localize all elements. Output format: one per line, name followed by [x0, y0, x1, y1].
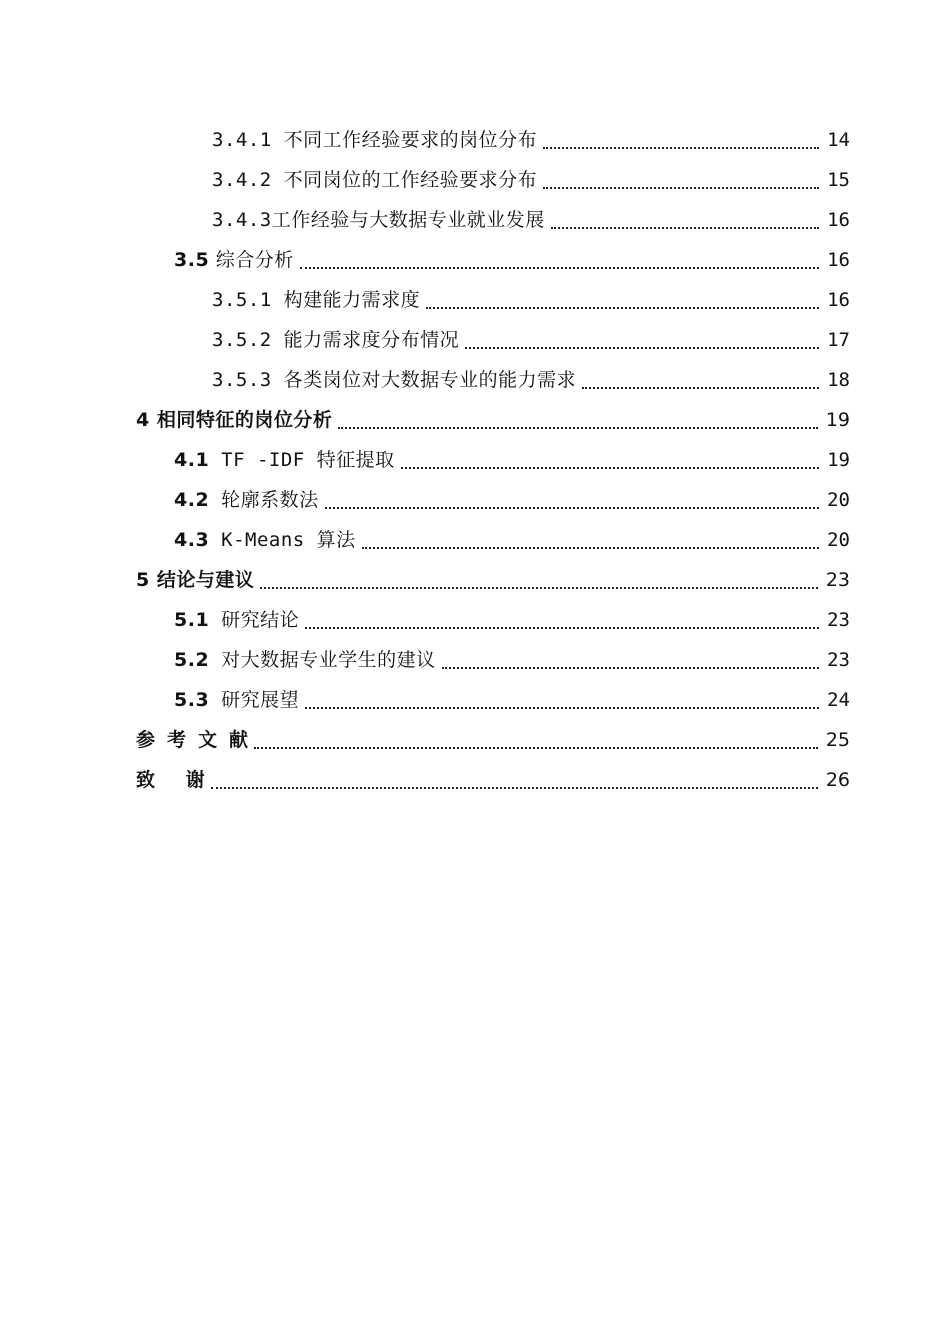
toc-entry[interactable] — [174, 240, 850, 280]
toc-entry-label: 对大数据专业学生的建议 — [221, 649, 436, 671]
toc-entry-number: 3.4.1 — [212, 129, 272, 151]
toc-entry-number: 5.3 — [174, 689, 210, 711]
toc-entry-label: 能力需求度分布情况 — [283, 329, 460, 351]
toc-entry-label: 不同岗位的工作经验要求分布 — [283, 169, 538, 191]
toc-entry-label: 轮廓系数法 — [221, 489, 319, 511]
toc-entry-number: 3.4.2 — [212, 169, 272, 191]
toc-entry-label: 不同工作经验要求的岗位分布 — [283, 129, 538, 151]
toc-entry[interactable] — [212, 200, 850, 240]
toc-entry[interactable] — [174, 480, 850, 520]
toc-entry[interactable] — [212, 160, 850, 200]
toc-entry-page: 25 — [825, 729, 850, 751]
toc-entry[interactable] — [212, 280, 850, 320]
toc-entry-label: 各类岗位对大数据专业的能力需求 — [283, 369, 577, 391]
toc-entry-label: 参考文献 — [136, 729, 261, 751]
dot-leader — [211, 760, 818, 800]
toc-entry-label: 研究展望 — [221, 689, 300, 711]
toc-entry-number: 4.1 — [174, 449, 210, 471]
toc-entry[interactable] — [212, 120, 850, 160]
toc-entry[interactable] — [174, 600, 850, 640]
toc-entry-acknowledgements[interactable] — [136, 760, 850, 800]
dot-leader — [325, 480, 819, 520]
toc-entry[interactable] — [174, 440, 850, 480]
toc-entry-page: 20 — [827, 489, 850, 511]
toc-entry-page: 14 — [827, 129, 850, 151]
toc-entry-page: 23 — [827, 649, 850, 671]
toc-entry[interactable] — [174, 520, 850, 560]
toc-entry-label: TF -IDF 特征提取 — [221, 449, 395, 471]
toc-entry[interactable] — [174, 640, 850, 680]
dot-leader — [305, 600, 819, 640]
toc-entry-label: 构建能力需求度 — [283, 289, 421, 311]
dot-leader — [305, 680, 819, 720]
toc-entry-page: 19 — [827, 449, 850, 471]
toc-entry-number: 3.5.1 — [212, 289, 272, 311]
dot-leader — [551, 200, 819, 240]
toc-entry-label: K-Means 算法 — [221, 529, 356, 551]
toc-entry-number: 5.1 — [174, 609, 210, 631]
dot-leader — [543, 160, 819, 200]
toc-entry-references[interactable] — [136, 720, 850, 760]
toc-entry-label: 综合分析 — [215, 249, 294, 271]
toc-entry-page: 16 — [827, 209, 850, 231]
dot-leader — [582, 360, 819, 400]
toc-entry-page: 24 — [827, 689, 850, 711]
toc-entry-page: 23 — [825, 569, 850, 591]
toc-entry-label: 研究结论 — [221, 609, 300, 631]
dot-leader — [401, 440, 819, 480]
toc-entry-label: 结论与建议 — [156, 569, 255, 591]
dot-leader — [426, 280, 819, 320]
dot-leader — [465, 320, 819, 360]
toc-entry-label: 致 谢 — [136, 769, 217, 791]
toc-entry-number: 3.4.3 — [212, 209, 272, 231]
dot-leader — [338, 400, 817, 440]
toc-entry-page: 16 — [827, 289, 850, 311]
toc-entry-page: 26 — [825, 769, 850, 791]
dot-leader — [260, 560, 817, 600]
toc-entry[interactable] — [136, 560, 850, 600]
toc-entry-number: 3.5 — [174, 249, 210, 271]
toc-entry-number: 4.3 — [174, 529, 210, 551]
toc-entry-page: 23 — [827, 609, 850, 631]
toc-entry-page: 18 — [827, 369, 850, 391]
toc-entry-page: 20 — [827, 529, 850, 551]
dot-leader — [362, 520, 819, 560]
toc-entry-number: 5 — [136, 569, 150, 591]
toc-entry[interactable] — [212, 360, 850, 400]
toc-entry-page: 15 — [827, 169, 850, 191]
toc-entry-page: 17 — [827, 329, 850, 351]
toc-entry[interactable] — [212, 320, 850, 360]
dot-leader — [300, 240, 819, 280]
toc-entry-number: 3.5.3 — [212, 369, 272, 391]
dot-leader — [254, 720, 818, 760]
toc-entry-page: 16 — [827, 249, 850, 271]
toc-entry-page: 19 — [825, 409, 850, 431]
dot-leader — [442, 640, 819, 680]
toc-entry-label: 相同特征的岗位分析 — [156, 409, 333, 431]
toc-entry-label: 工作经验与大数据专业就业发展 — [271, 209, 545, 231]
toc-entry[interactable] — [174, 680, 850, 720]
dot-leader — [543, 120, 819, 160]
toc-entry-number: 5.2 — [174, 649, 210, 671]
toc-entry-number: 4.2 — [174, 489, 210, 511]
toc-entry[interactable] — [136, 400, 850, 440]
toc-entry-number: 3.5.2 — [212, 329, 272, 351]
toc-entry-number: 4 — [136, 409, 150, 431]
